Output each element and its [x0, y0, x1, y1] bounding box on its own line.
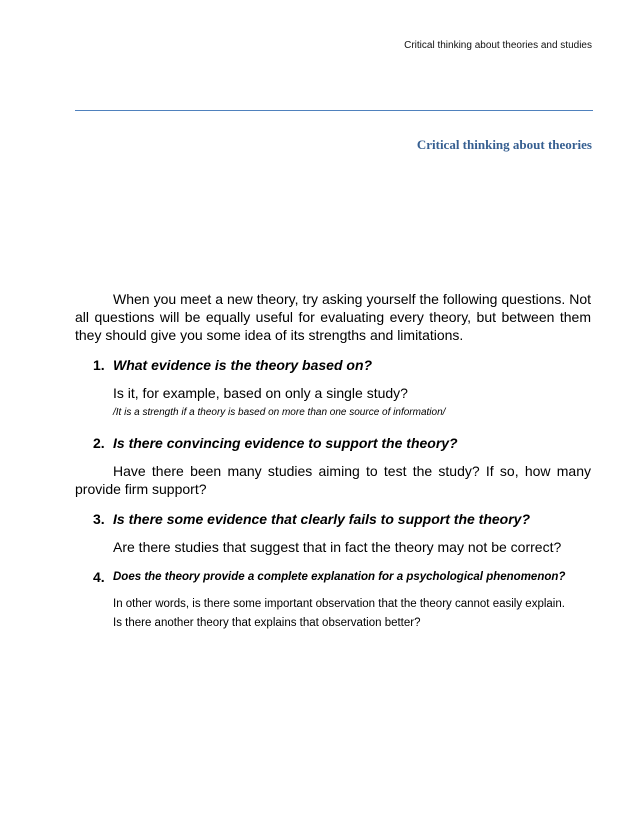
question-title: Does the theory provide a complete explanation for a psychological phenomenon?	[113, 571, 566, 583]
question-1	[75, 356, 591, 374]
question-3-body: Are there studies that suggest that in fact the theory may not be correct?	[113, 539, 562, 555]
question-4	[75, 568, 591, 586]
question-3	[75, 510, 591, 528]
question-4-body-2: Is there another theory that explains that observation better?	[113, 617, 421, 629]
header-divider	[75, 110, 593, 111]
question-4-body: In other words, is there some important observation that the theory cannot easily explain.	[113, 598, 565, 610]
question-2	[75, 434, 591, 452]
question-2-body: Have there been many studies aiming to test the study? If so, how many provide firm support?	[75, 463, 591, 497]
question-number: 2.	[93, 435, 105, 451]
question-1-body: Is it, for example, based on only a single study?	[113, 385, 408, 401]
running-header: Critical thinking about theories and studies	[404, 40, 592, 51]
question-1-note: /It is a strength if a theory is based on more than one source of information/	[113, 407, 446, 418]
question-title: Is there some evidence that clearly fails to support the theory?	[113, 511, 531, 527]
intro-paragraph: When you meet a new theory, try asking yourself the following questions. Not all questions will be equally useful for evaluating every theory, but between them they should give you some idea of its strengths and limitations.	[75, 291, 591, 343]
section-title: Critical thinking about theories	[416, 137, 592, 152]
question-title: Is there convincing evidence to support the theory?	[113, 435, 458, 451]
question-title: What evidence is the theory based on?	[113, 357, 373, 373]
question-number: 3.	[93, 511, 105, 527]
document-body	[75, 290, 591, 632]
question-number: 4.	[93, 569, 105, 585]
question-number: 1.	[93, 357, 105, 373]
